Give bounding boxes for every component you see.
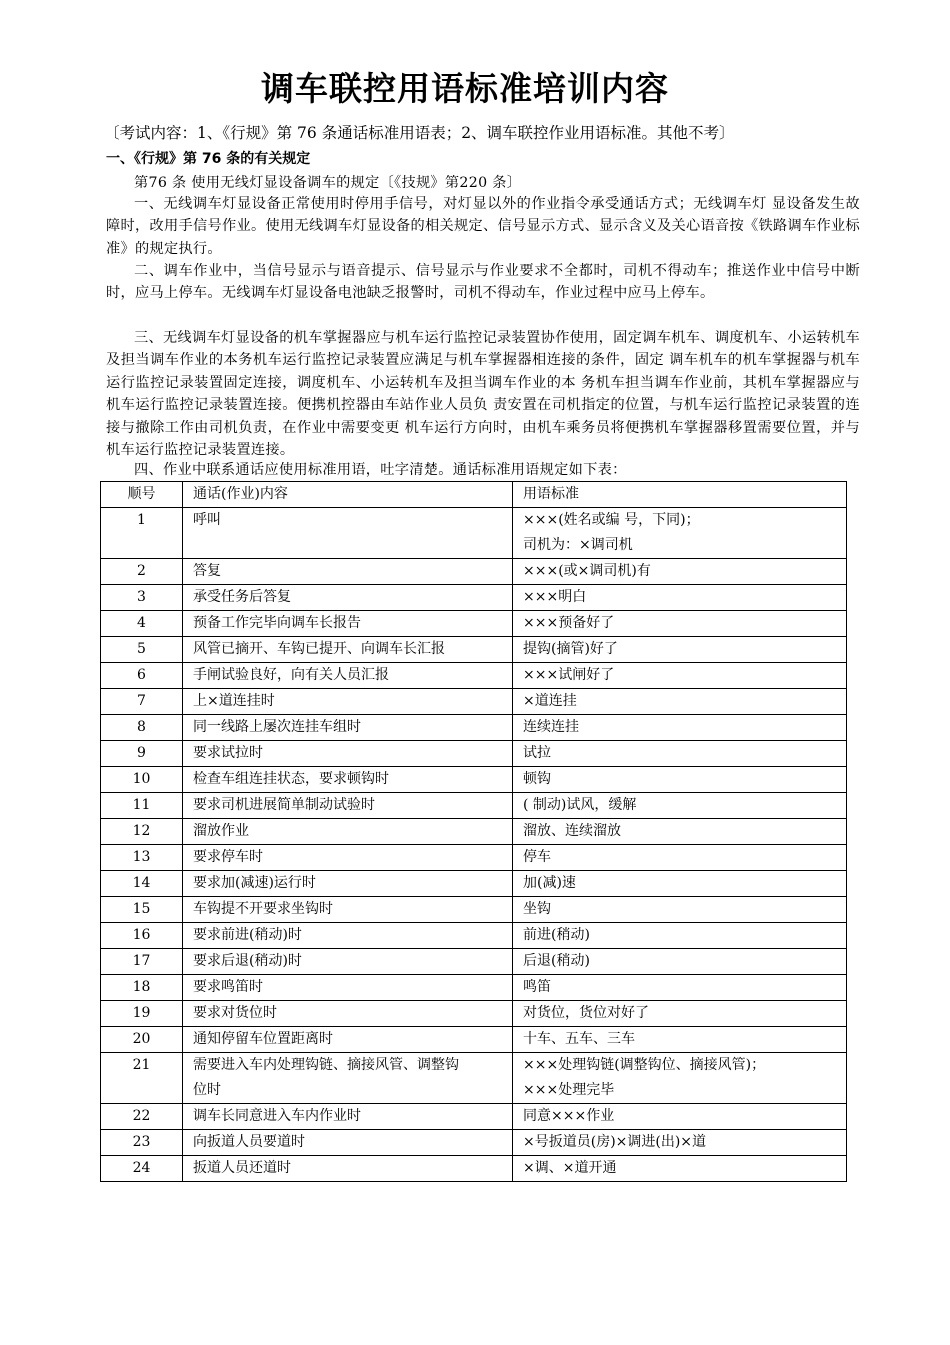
row-number-line: 13 [132, 849, 151, 865]
row-content [183, 1001, 513, 1027]
table-row [101, 1130, 847, 1156]
row-content-line: 检查车组连挂状态，要求顿钩时 [193, 771, 389, 787]
table-row [101, 663, 847, 689]
row-content [183, 559, 513, 585]
row-standard-line: ( 制动)试风，缓解 [523, 797, 637, 813]
row-standard [513, 637, 847, 663]
row-content-line: 要求司机进展简单制动试验时 [193, 797, 375, 813]
row-content-line: 扳道人员还道时 [193, 1160, 291, 1176]
row-standard [513, 897, 847, 923]
standard-phrases-table [100, 481, 847, 1182]
table-row [101, 689, 847, 715]
row-content [183, 663, 513, 689]
row-number [101, 1053, 183, 1104]
row-content-line: 溜放作业 [193, 823, 249, 839]
row-content [183, 1104, 513, 1130]
row-standard-line: ×××处理完毕 [523, 1082, 615, 1098]
row-number [101, 1001, 183, 1027]
paragraph-3: 三、无线调车灯显设备的机车掌握器应与机车运行监控记录装置协作使用，固定调车机车、调度机车、小运转机车及担当调车作业的本务机车运行监控记录装置应满足与机车掌握器相连接的条件，固定 调车机车的机车掌握器与机车运行监控记录装置固定连接，调度机车、小运转机车及担当调车作业的本 务机车担当调车作业前，其机车掌握器应与机车运行监控记录装置连接。便携机控器由车站作业人员负 责安置在司机指定的位置，与机车运行监控记录装置的连接与撤除工作由司机负责，在作业中需要变更 机车运行方向时，由机车乘务员将便携机车掌握器移置需要位置，并与机车运行监控记录装置连接。 [106, 330, 860, 459]
table-row [101, 585, 847, 611]
row-standard-line: ×××(或×调司机)有 [523, 563, 651, 579]
row-standard-line: ×××处理钩链(调整钩位、摘接风管)； [523, 1057, 766, 1073]
row-content-line: 答复 [193, 563, 221, 579]
row-content-line: 预备工作完毕向调车长报告 [193, 615, 361, 631]
row-content-line: 要求试拉时 [193, 745, 263, 761]
row-standard [513, 819, 847, 845]
row-standard [513, 975, 847, 1001]
table-row [101, 1001, 847, 1027]
row-standard [513, 559, 847, 585]
row-content [183, 611, 513, 637]
row-standard-line: 停车 [523, 849, 551, 865]
row-content-line: 上×道连挂时 [193, 693, 275, 709]
row-number [101, 793, 183, 819]
row-standard [513, 1001, 847, 1027]
row-number-line: 1 [137, 512, 146, 528]
row-number-line: 12 [132, 823, 151, 839]
row-standard-line: 对货位，货位对好了 [523, 1005, 649, 1021]
row-number-line: 18 [132, 979, 151, 995]
row-standard [513, 1053, 847, 1104]
row-number-line: 3 [137, 589, 146, 605]
row-content [183, 1156, 513, 1182]
section-heading: 一、《行规》第 76 条的有关规定 [106, 151, 311, 167]
row-content-line: 承受任务后答复 [193, 589, 291, 605]
row-number [101, 559, 183, 585]
row-standard [513, 923, 847, 949]
exam-scope-note: 〔考试内容：1、《行规》第 76 条通话标准用语表；2、调车联控作业用语标准。其他不考〕 [104, 124, 735, 142]
row-number [101, 871, 183, 897]
row-standard [513, 611, 847, 637]
row-number [101, 767, 183, 793]
row-standard [513, 585, 847, 611]
row-number [101, 1027, 183, 1053]
row-standard-line: 鸣笛 [523, 979, 551, 995]
row-content [183, 715, 513, 741]
row-number [101, 663, 183, 689]
article-heading: 第76 条 使用无线灯显设备调车的规定〔《技规》第220 条〕 [134, 175, 522, 191]
table-row [101, 871, 847, 897]
row-content [183, 637, 513, 663]
row-standard-line: 提钩(摘管)好了 [523, 641, 618, 657]
paragraph-2: 二、调车作业中，当信号显示与语音提示、信号显示与作业要求不全都时，司机不得动车；推送作业中信号中断时，应马上停车。无线调车灯显设备电池缺乏报警时，司机不得动车，作业过程中应马上停车。 [106, 263, 860, 302]
row-content-line: 位时 [193, 1082, 221, 1098]
row-standard-line: ×××明白 [523, 589, 587, 605]
row-content [183, 975, 513, 1001]
row-standard-line: ×××(姓名或编 号，下同)； [523, 512, 700, 528]
row-content [183, 793, 513, 819]
row-standard-line: ×号扳道员(房)×调进(出)×道 [523, 1134, 707, 1150]
page-title: 调车联控用语标准培训内容 [261, 69, 669, 108]
row-content [183, 689, 513, 715]
row-content [183, 871, 513, 897]
row-number-line: 16 [132, 927, 151, 943]
row-content-line: 要求前进(稍动)时 [193, 927, 302, 943]
row-content-line: 通知停留车位置距离时 [193, 1031, 333, 1047]
row-content-line: 要求加(减速)运行时 [193, 875, 316, 891]
row-standard [513, 871, 847, 897]
row-content-line: 呼叫 [193, 512, 221, 528]
row-number-line: 7 [137, 693, 146, 709]
row-standard-line: ×××预备好了 [523, 615, 615, 631]
row-standard-line: ×××试闸好了 [523, 667, 615, 683]
table-row [101, 637, 847, 663]
row-standard-line: 司机为：×调司机 [523, 537, 633, 553]
row-content-line: 要求对货位时 [193, 1005, 277, 1021]
row-number-line: 8 [137, 719, 146, 735]
header-number: 顺号 [101, 482, 183, 508]
row-content [183, 923, 513, 949]
row-standard [513, 508, 847, 559]
row-standard [513, 715, 847, 741]
row-standard-line: 溜放、连续溜放 [523, 823, 621, 839]
row-standard [513, 845, 847, 871]
row-content-line: 向扳道人员要道时 [193, 1134, 305, 1150]
row-standard [513, 663, 847, 689]
row-content [183, 897, 513, 923]
row-standard [513, 1156, 847, 1182]
row-content [183, 585, 513, 611]
row-number-line: 11 [132, 797, 151, 813]
table-header-row [101, 482, 847, 508]
table-body [101, 508, 847, 1182]
table-row [101, 949, 847, 975]
row-content [183, 741, 513, 767]
row-content [183, 949, 513, 975]
table-row [101, 923, 847, 949]
row-number [101, 1130, 183, 1156]
row-number-line: 6 [137, 667, 146, 683]
row-number-line: 17 [132, 953, 151, 969]
row-number [101, 1156, 183, 1182]
row-number-line: 19 [132, 1005, 151, 1021]
row-standard [513, 1027, 847, 1053]
row-number [101, 1104, 183, 1130]
table-row [101, 741, 847, 767]
table-row [101, 1053, 847, 1104]
row-standard-line: 顿钩 [523, 771, 551, 787]
table-row [101, 1027, 847, 1053]
row-number-line: 22 [132, 1108, 151, 1124]
row-standard-line: 试拉 [523, 745, 551, 761]
row-number [101, 741, 183, 767]
row-number [101, 897, 183, 923]
row-number [101, 637, 183, 663]
table-row [101, 559, 847, 585]
table-row [101, 845, 847, 871]
row-content-line: 要求后退(稍动)时 [193, 953, 302, 969]
table-row [101, 715, 847, 741]
row-standard-line: 加(减)速 [523, 875, 576, 891]
row-standard [513, 949, 847, 975]
row-standard-line: 后退(稍动) [523, 953, 590, 969]
row-content-line: 手闸试验良好，向有关人员汇报 [193, 667, 389, 683]
row-number [101, 975, 183, 1001]
row-number-line: 2 [137, 563, 146, 579]
row-standard [513, 793, 847, 819]
row-number-line: 23 [132, 1134, 151, 1150]
row-number-line: 10 [132, 771, 151, 787]
row-number [101, 508, 183, 559]
table-row [101, 975, 847, 1001]
paragraph-1: 一、无线调车灯显设备正常使用时停用手信号，对灯显以外的作业指令承受通话方式；无线调车灯 显设备发生故障时，改用手信号作业。使用无线调车灯显设备的相关规定、信号显示方式、显示含义及关心语音按《铁路调车作业标准》的规定执行。 [106, 196, 860, 257]
table-row [101, 897, 847, 923]
row-content-line: 风管已摘开、车钩已提开、向调车长汇报 [193, 641, 445, 657]
table-row [101, 1156, 847, 1182]
row-standard [513, 741, 847, 767]
table-row [101, 819, 847, 845]
row-standard-line: 连续连挂 [523, 719, 579, 735]
table-row [101, 1104, 847, 1130]
row-content [183, 845, 513, 871]
row-content [183, 1130, 513, 1156]
row-number [101, 845, 183, 871]
row-number-line: 20 [132, 1031, 151, 1047]
row-number [101, 611, 183, 637]
row-standard [513, 689, 847, 715]
row-content-line: 要求鸣笛时 [193, 979, 263, 995]
row-standard [513, 767, 847, 793]
row-number [101, 819, 183, 845]
row-standard-line: 坐钩 [523, 901, 551, 917]
table-row [101, 767, 847, 793]
row-content [183, 767, 513, 793]
row-standard-line: 同意×××作业 [523, 1108, 615, 1124]
row-content [183, 1053, 513, 1104]
row-standard [513, 1130, 847, 1156]
row-number-line: 15 [132, 901, 151, 917]
row-content [183, 1027, 513, 1053]
row-content [183, 819, 513, 845]
row-standard-line: 十车、五车、三车 [523, 1031, 635, 1047]
row-content-line: 同一线路上屡次连挂车组时 [193, 719, 361, 735]
header-standard: 用语标准 [513, 482, 847, 508]
row-number [101, 689, 183, 715]
row-content-line: 调车长同意进入车内作业时 [193, 1108, 361, 1124]
paragraph-4: 四、作业中联系通话应使用标准用语，吐字清楚。通话标准用语规定如下表： [134, 462, 627, 478]
row-content-line: 需要进入车内处理钩链、摘接风管、调整钩 [193, 1057, 459, 1073]
table-row [101, 508, 847, 559]
row-number-line: 14 [132, 875, 151, 891]
row-number-line: 4 [137, 615, 146, 631]
row-number-line: 9 [137, 745, 146, 761]
row-number-line: 21 [132, 1057, 151, 1073]
row-number [101, 585, 183, 611]
table-row [101, 793, 847, 819]
row-standard [513, 1104, 847, 1130]
row-number-line: 24 [132, 1160, 151, 1176]
row-content-line: 车钩提不开要求坐钩时 [193, 901, 333, 917]
row-standard-line: ×道连挂 [523, 693, 577, 709]
row-standard-line: ×调、×道开通 [523, 1160, 617, 1176]
header-content: 通话(作业)内容 [183, 482, 513, 508]
row-content [183, 508, 513, 559]
row-content-line: 要求停车时 [193, 849, 263, 865]
row-number [101, 949, 183, 975]
row-standard-line: 前进(稍动) [523, 927, 590, 943]
table-row [101, 611, 847, 637]
row-number-line: 5 [137, 641, 146, 657]
row-number [101, 715, 183, 741]
row-number [101, 923, 183, 949]
